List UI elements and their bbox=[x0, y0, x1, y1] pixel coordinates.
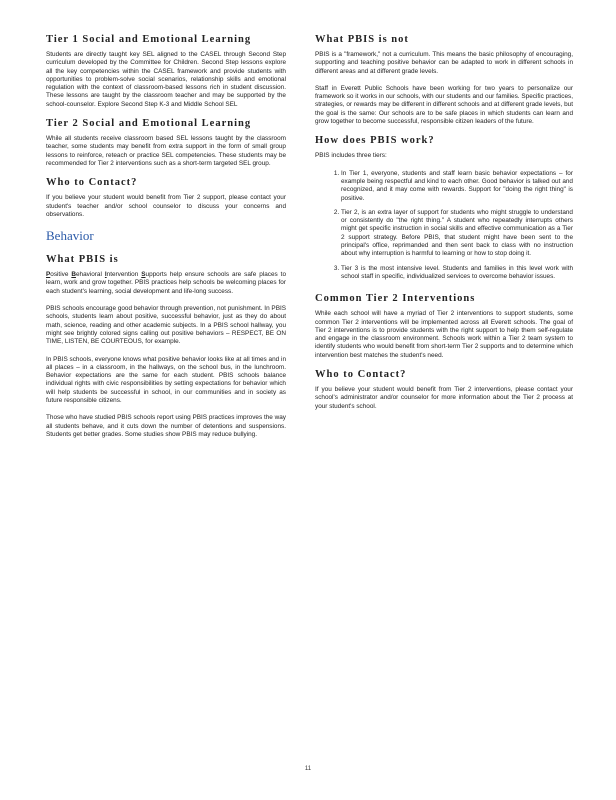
letter-s-rest: upports bbox=[145, 271, 167, 279]
behavior-title: Behavior bbox=[46, 228, 94, 244]
right-contact-heading: Who to Contact? bbox=[315, 369, 407, 381]
pbis-paragraph-3: In PBIS schools, everyone knows what positive behavior looks like at all times and in all places – in a classroom, in the hallways, on the school bus, in the lunchroom. Behavior expectations are the same for each student. PBIS schools balance individual rights with civic responsibilities by setting expectations for behavior which will help students be successful in school, in our communities and in society as future responsible citizens. bbox=[46, 355, 286, 405]
how-pbis-works-intro: PBIS includes three tiers: bbox=[315, 152, 387, 160]
left-contact-heading: Who to Contact? bbox=[46, 177, 138, 189]
tier2-body: While all students receive classroom based SEL lessons taught by the classroom teacher, some students may benefit from extra support in the form of small group lessons to reinforce, reteach or practice SEL competencies. These students may be recommended for Tier 2 interventions such as a short-term targeted SEL group. bbox=[46, 135, 286, 167]
letter-s: S bbox=[141, 271, 146, 279]
tier1-body: Students are directly taught key SEL aligned to the CASEL through Second Step curriculum developed by the Committee for Children. Second Step lessons explore all the key competencies within the CASEL framework and provide students with opportunities to problem-solve social scenarios, relationship skills and emotional regulation with the context of classroom-based lessons rich in student discussion. These lessons are taught by the classroom teacher and may be supported by the school-counselor. Explore Second Step K-3 and Middle School SEL bbox=[46, 51, 286, 108]
left-contact-body: If you believe your student would benefit from Tier 2 support, please contact your student's teacher and/or school counselor to discuss your concerns and observations. bbox=[46, 194, 286, 218]
common-interventions-heading: Common Tier 2 Interventions bbox=[315, 293, 476, 305]
tier-item-3: 3. Tier 3 is the most intensive level. Students and families in this level work with school staff in specific, individualized services to overcome behavior issues. bbox=[341, 265, 573, 282]
what-pbis-not-p2: Staff in Everett Public Schools have been working for two years to personalize our framework so it works in our schools, with our students and our families. Specific practices, strategies, or rewards may be different in different schools and at different grade levels, but the goal is the same: Our schools are to be safe places in which students can learn and grow together to become successful, responsible citizen leaders of the future. bbox=[315, 84, 573, 126]
right-column bbox=[315, 34, 573, 420]
tier-item-2: 2. Tier 2, is an extra layer of support for students who might struggle to understand or consistently do "the right thing." A student who repeatedly interrupts others might get specific instruction in social skills and effective communication as a Tier 2 support strategy. Before PBIS, that student might have been sent to the principal's office, reprimanded and then sent back to class with no instruction about why interruption is harmful to learning or how to stop doing it. bbox=[341, 209, 573, 259]
letter-b-rest: ehavioral bbox=[75, 271, 105, 279]
what-pbis-not-p1: PBIS is a "framework," not a curriculum. This means the basic philosophy of encouraging, supporting and teaching positive behavior can be adapted to work in different schools in different areas and at different grade levels. bbox=[315, 51, 573, 75]
letter-b: B bbox=[71, 271, 76, 279]
tier1-heading: Tier 1 Social and Emotional Learning bbox=[46, 34, 252, 45]
pbis-paragraph-2: PBIS schools encourage good behavior through prevention, not punishment. In PBIS schools, students learn about positive, successful behavior, just as they do about math, science, reading and other academic subjects. In a PBIS school hallway, you might see brightly colored signs calling out positive behaviors – RESPECT, BE ON TIME, LISTEN, BE COURTEOUS, for example. bbox=[46, 305, 286, 346]
pbis-acronym-paragraph bbox=[46, 271, 286, 296]
what-pbis-is-heading: What PBIS is bbox=[46, 254, 119, 266]
page-number: 11 bbox=[304, 766, 312, 772]
common-interventions-section bbox=[315, 293, 573, 360]
tier2-heading: Tier 2 Social and Emotional Learning bbox=[46, 118, 252, 130]
tier2-section bbox=[46, 118, 286, 168]
letter-p-rest: ositive bbox=[50, 271, 72, 279]
what-pbis-not-section bbox=[315, 34, 573, 126]
what-pbis-is-section bbox=[46, 254, 286, 439]
tier-item-1: 1. In Tier 1, everyone, students and staff learn basic behavior expectations – for example being respectful and kind to each other. Good behavior is talked out and recognized, and it may come with rewards. Support for "doing the right thing" is positive. bbox=[341, 170, 573, 203]
letter-i-rest: ntervention bbox=[106, 271, 142, 279]
pbis-paragraph-4: Those who have studied PBIS schools report using PBIS practices improves the way all students behave, and it cuts down the number of detentions and suspensions. Students get better grades. Some studies show PBIS may reduce bullying. bbox=[46, 414, 286, 438]
what-pbis-not-heading: What PBIS is not bbox=[315, 34, 409, 45]
how-pbis-works-heading: How does PBIS work? bbox=[315, 135, 435, 147]
common-interventions-body: While each school will have a myriad of Tier 2 interventions to support students, some common Tier 2 interventions will be implemented across all Everett schools. The goal of Tier 2 interventions is to provide students with the right support to help them self-regulate and engage in the classroom environment. Schools work within a Tier 2 team system to identify students who would benefit from short-term Tier 2 supports and to determine which intervention best matches the student's need. bbox=[315, 310, 573, 359]
left-contact-section bbox=[46, 177, 286, 219]
right-contact-body: If you believe your student would benefit from Tier 2 interventions, please contact your school's administrator and/or counselor for more information about the Tier 2 process at your student's school. bbox=[315, 386, 573, 410]
letter-p: P bbox=[46, 271, 51, 279]
tier1-section bbox=[46, 34, 286, 109]
pbis-lead: help ensure schools are safe places to learn, work and grow together. PBIS practices help schools be welcoming places for each student's learning, social development and life-long success. bbox=[46, 271, 286, 295]
right-contact-section bbox=[315, 369, 573, 411]
how-pbis-works-section bbox=[315, 135, 573, 281]
letter-i: I bbox=[104, 271, 107, 279]
tiers-list bbox=[315, 170, 573, 282]
left-column bbox=[46, 34, 286, 448]
